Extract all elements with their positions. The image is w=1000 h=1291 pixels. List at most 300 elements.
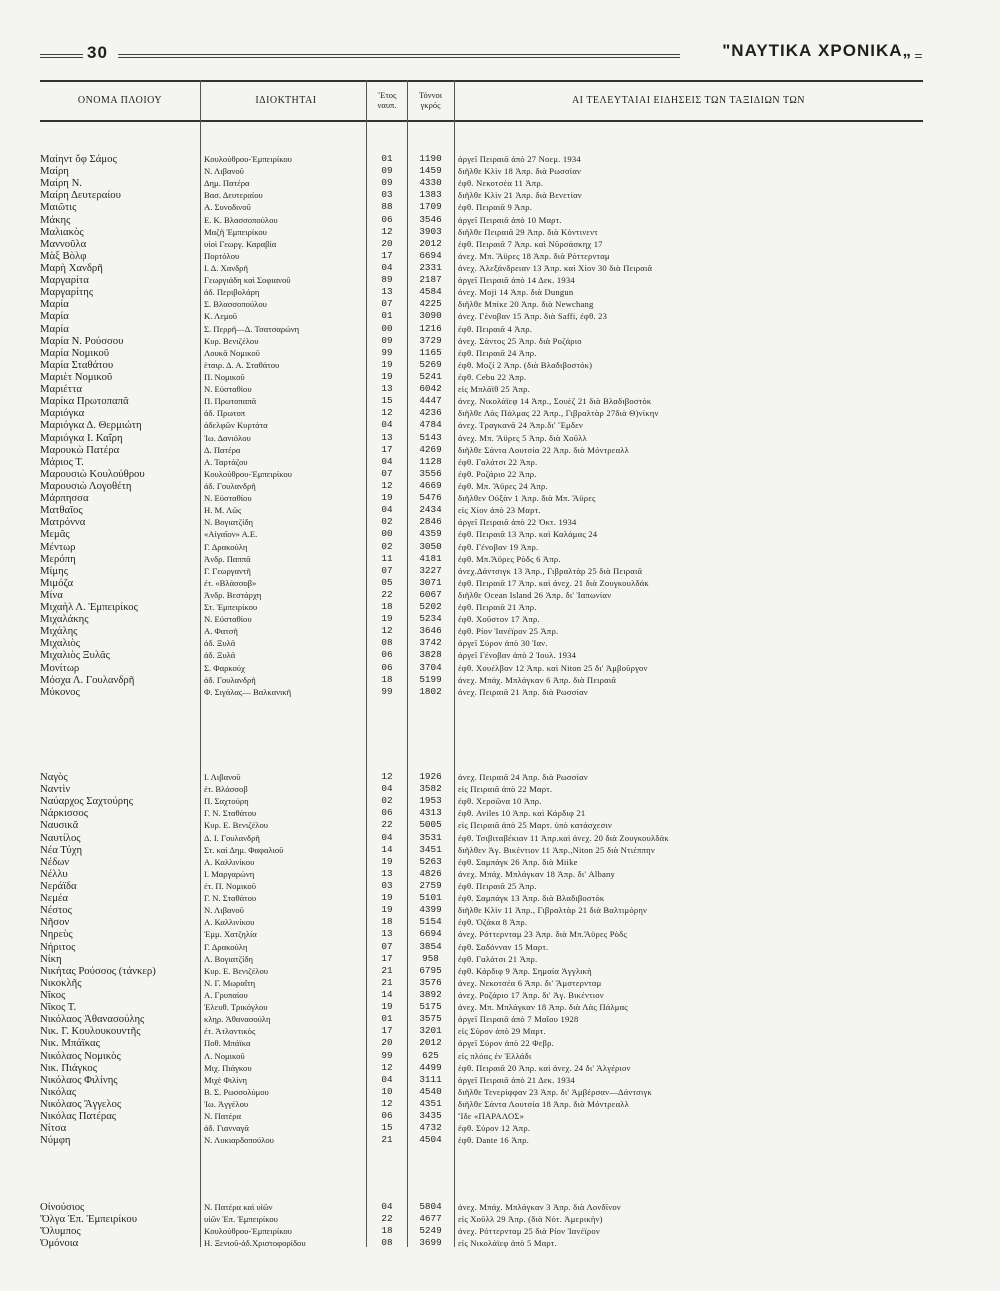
- ship-owner: Ι. Λιβανοῦ: [204, 772, 241, 782]
- voyage-news: ἀργεῖ Πειραιᾶ ἀπὸ 27 Νοεμ. 1934: [458, 154, 581, 164]
- ship-owner: Δημ. Πατέρα: [204, 178, 250, 189]
- ship-owner: Φ. Σιγάλας— Βαλκανικῆ: [204, 686, 292, 697]
- ship-owner: Λ. Νομικοῦ: [204, 1050, 245, 1061]
- gross-tons: 3546: [419, 213, 442, 225]
- gross-tons: 1459: [419, 165, 442, 177]
- ship-owner: Ν. Εὐσταθίου: [204, 384, 252, 395]
- ship-owner: Π. Πρωτοπαπᾶ: [204, 396, 257, 407]
- table-row: [0, 601, 1000, 613]
- build-year: 19: [381, 892, 393, 904]
- voyage-news: διῆλθε Κλὶν 11 Ἀπρ., Γιβραλτὰρ 21 διὰ Βαλτιμόρην: [458, 905, 648, 916]
- ship-owner: Ν. Εὐσταθίου: [204, 493, 252, 504]
- ship-owner: Μαζῆ Ἐμπειρίκου: [204, 226, 267, 237]
- gross-tons: 4313: [419, 807, 442, 819]
- table-row: [0, 565, 1000, 577]
- table-row: [0, 407, 1000, 419]
- ship-name: Μιχαλιὸς Ξυλᾶς: [40, 649, 110, 662]
- voyage-news: ἐφθ. Σύρον 12 Ἀπρ.: [458, 1123, 531, 1134]
- ship-name: Νέστος: [40, 904, 72, 917]
- ship-owner: Ποθ. Μπάϊκα: [204, 1038, 251, 1049]
- gross-tons: 4181: [419, 552, 442, 564]
- voyage-news: διῆλθε Σάντα Λουτσία 22 Ἀπρ. διὰ Μόντρεαλλ: [458, 444, 630, 455]
- ship-name: Νῖκος Τ.: [40, 1001, 77, 1014]
- voyage-news: ἀνεχ. Ρόττερνταμ 25 διὰ Ρίον Ἰανέϊρον: [458, 1226, 600, 1237]
- ship-name: Μαρία: [40, 310, 69, 323]
- build-year: 19: [381, 904, 393, 916]
- voyage-news: ἐφθ. Γαλάτσι 21 Ἀπρ.: [458, 953, 538, 964]
- ship-group-m: [0, 153, 1000, 698]
- gross-tons: 3111: [419, 1073, 442, 1085]
- voyage-news: ἐφθ. Νεκοτσέα 11 Ἀπρ.: [458, 178, 544, 189]
- ship-owner: Στ. καὶ Δημ. Φαφαλιοῦ: [204, 844, 284, 855]
- build-year: 18: [381, 673, 393, 685]
- ship-owner: Κουλούθρου-Ἐμπειρίκου: [204, 154, 292, 164]
- voyage-news: ἀνεχ. Πειραιᾶ 24 Ἀπρ. διὰ Ρωσσίαν: [458, 772, 588, 782]
- ship-owner: Γ. Ν. Σταθάτου: [204, 893, 257, 904]
- voyage-news: ἀνεχ. Σάντος 25 Ἀπρ. διὰ Ροζάριο: [458, 335, 582, 346]
- build-year: 04: [381, 1073, 393, 1085]
- header-owners: ΙΔΙΟΚΤΗΤΑΙ: [255, 94, 317, 106]
- build-year: 01: [381, 1013, 393, 1025]
- gross-tons: 3071: [419, 576, 442, 588]
- header-rule-right: [915, 54, 922, 55]
- ship-name: Μαριόγκα Ι. Καΐρη: [40, 431, 123, 444]
- build-year: 03: [381, 189, 393, 201]
- ship-owner: ἐτ. Ἀτλαντικὸς: [204, 1026, 256, 1037]
- build-year: 89: [381, 274, 393, 286]
- table-row: [0, 807, 1000, 819]
- table-row: [0, 989, 1000, 1001]
- gross-tons: 5269: [419, 358, 442, 370]
- gross-tons: 3699: [419, 1237, 442, 1249]
- gross-tons: 4269: [419, 443, 442, 455]
- table-row: [0, 1086, 1000, 1098]
- ship-owner: Σ. Φαρκούχ: [204, 662, 245, 673]
- gross-tons: 2434: [419, 504, 442, 516]
- ship-owner: υἱῶν Ἐπ. Ἐμπειρίκου: [204, 1214, 278, 1225]
- build-year: 22: [381, 819, 393, 831]
- gross-tons: 5143: [419, 431, 442, 443]
- table-row: [0, 468, 1000, 480]
- ship-name: Νικόλαος Ἄγγελος: [40, 1097, 122, 1110]
- build-year: 12: [381, 479, 393, 491]
- ship-owner: Γ. Γεωργαντῆ: [204, 565, 251, 576]
- ship-name: Μαρὴ Χανδρῆ: [40, 261, 103, 274]
- gross-tons: 1190: [419, 153, 442, 164]
- ship-name: Μαριόγκα Δ. Θερμιώτη: [40, 419, 142, 432]
- ship-name: Νεμέα: [40, 892, 69, 905]
- gross-tons: 958: [422, 952, 439, 964]
- gross-tons: 4225: [419, 298, 442, 310]
- gross-tons: 5476: [419, 492, 442, 504]
- ship-owner: Π. Νομικοῦ: [204, 371, 245, 382]
- ship-name: Μὰξ Βὸλφ: [40, 249, 87, 262]
- gross-tons: 5101: [419, 892, 442, 904]
- ship-name: Νήριτος: [40, 940, 76, 953]
- ship-owner: ἀδ. Γιανναγᾶ: [204, 1123, 249, 1134]
- build-year: 02: [381, 516, 393, 528]
- gross-tons: 4677: [419, 1213, 442, 1225]
- voyage-news: ἐφθ. Ὀζάκα 8 Ἀπρ.: [458, 917, 528, 928]
- build-year: 12: [381, 1061, 393, 1073]
- build-year: 06: [381, 1110, 393, 1122]
- table-row: [0, 177, 1000, 189]
- build-year: 19: [381, 492, 393, 504]
- gross-tons: 1383: [419, 189, 442, 201]
- build-year: 01: [381, 153, 393, 164]
- build-year: 21: [381, 1134, 393, 1146]
- ship-name: Οἰνούσιος: [40, 1201, 85, 1213]
- header-rule-left: [40, 54, 83, 55]
- table-row: [0, 480, 1000, 492]
- table-row: [0, 577, 1000, 589]
- ship-owner: ἀδ. Γουλανδρῆ: [204, 480, 256, 491]
- build-year: 05: [381, 576, 393, 588]
- gross-tons: 3090: [419, 310, 442, 322]
- build-year: 88: [381, 201, 393, 213]
- table-row: [0, 226, 1000, 238]
- ship-owner: Σ. Βλασσοπούλου: [204, 299, 267, 310]
- ship-name: Ὄλυμπος: [40, 1225, 81, 1238]
- ship-owner: Α. Γρυπαίου: [204, 989, 248, 1000]
- table-row: [0, 856, 1000, 868]
- ship-owner: Ν. Πατέρα καὶ υἱῶν: [204, 1202, 273, 1212]
- table-row: [0, 1213, 1000, 1225]
- gross-tons: 2846: [419, 516, 442, 528]
- voyage-news: ἐφθ. Γένοβαν 19 Ἀπρ.: [458, 541, 539, 552]
- voyage-news: διῆλθε Κλὶν 21 Ἀπρ. διὰ Βενετίαν: [458, 190, 582, 201]
- gross-tons: 625: [422, 1049, 439, 1061]
- gross-tons: 3050: [419, 540, 442, 552]
- table-row: [0, 904, 1000, 916]
- table-row: [0, 214, 1000, 226]
- ship-name: Νῖκος: [40, 988, 66, 1001]
- build-year: 04: [381, 455, 393, 467]
- ship-owner: Μιχ. Πιάγκου: [204, 1062, 252, 1073]
- table-row: [0, 335, 1000, 347]
- ship-name: Μαρουκὼ Πατέρα: [40, 443, 120, 456]
- gross-tons: 4499: [419, 1061, 442, 1073]
- ship-owner: ἀδ. Ξυλᾶ: [204, 638, 236, 649]
- ship-name: Μιχαὴλ Λ. Ἐμπειρίκος: [40, 601, 138, 614]
- table-row: [0, 444, 1000, 456]
- ship-name: Μαρία: [40, 322, 69, 335]
- table-row: [0, 649, 1000, 661]
- ship-owner: ἀδελφῶν Κυρτάτα: [204, 420, 268, 431]
- table-row: [0, 771, 1000, 783]
- voyage-news: ἐφθ. Μπ.Ἄϋρες Ρὸδς 6 Ἀπρ.: [458, 553, 561, 564]
- gross-tons: 4351: [419, 1097, 442, 1109]
- build-year: 12: [381, 771, 393, 782]
- build-year: 10: [381, 1085, 393, 1097]
- build-year: 19: [381, 358, 393, 370]
- voyage-news: εἰς Χίον ἀπὸ 23 Μαρτ.: [458, 505, 541, 516]
- table-row: [0, 1225, 1000, 1237]
- build-year: 18: [381, 1225, 393, 1237]
- ship-name: Μιμόζα: [40, 576, 74, 589]
- gross-tons: 5804: [419, 1201, 442, 1212]
- header-rule-middle-2: [118, 57, 680, 58]
- gross-tons: 3576: [419, 976, 442, 988]
- build-year: 17: [381, 443, 393, 455]
- build-year: 07: [381, 940, 393, 952]
- gross-tons: 2012: [419, 1037, 442, 1049]
- ship-name: Μάρπησσα: [40, 492, 89, 505]
- voyage-news: ἐφθ. Μπ. Ἄϋρες 24 Ἀπρ.: [458, 480, 548, 491]
- header-ship-name: ΟΝΟΜΑ ΠΛΟΙΟΥ: [77, 94, 163, 106]
- table-header: [40, 80, 923, 120]
- build-year: 15: [381, 1122, 393, 1134]
- table-row: [0, 868, 1000, 880]
- publication-title: "ΝΑΥΤΙΚΑ ΧΡΟΝΙΚΑ„: [722, 41, 912, 60]
- ship-owner: Α. Ταρτάζου: [204, 456, 248, 467]
- build-year: 18: [381, 601, 393, 613]
- voyage-news: διῆλθε Ocean Island 26 Ἀπρ. δι' Ἰαπωνίαν: [458, 589, 612, 600]
- table-row: [0, 553, 1000, 565]
- gross-tons: 3729: [419, 334, 442, 346]
- build-year: 17: [381, 952, 393, 964]
- build-year: 00: [381, 322, 393, 334]
- ship-owner: κληρ. Ἀθανασούλη: [204, 1014, 271, 1025]
- gross-tons: 5234: [419, 613, 442, 625]
- table-row: [0, 686, 1000, 698]
- gross-tons: 6067: [419, 588, 442, 600]
- ship-name: Νάρκισσος: [40, 807, 89, 820]
- ship-owner: ἀδ. Γουλανδρῆ: [204, 674, 256, 685]
- gross-tons: 4669: [419, 479, 442, 491]
- ship-name: Μαργαρίτης: [40, 286, 94, 299]
- gross-tons: 2331: [419, 261, 442, 273]
- table-row: [0, 1201, 1000, 1213]
- voyage-news: ἀνεχ. Γένοβαν 15 Ἀπρ. διὰ Saffi, ἐφθ. 23: [458, 311, 608, 322]
- voyage-news: ἐφθ. Ρίον Ἰανέϊρον 25 Ἀπρ.: [458, 626, 559, 637]
- ship-name: Μίνα: [40, 588, 63, 601]
- ship-name: Ναύαρχος Σαχτούρης: [40, 795, 133, 808]
- ship-owner: «Αἰγαῖον» Α.Ε.: [204, 529, 258, 540]
- ship-name: Μαννοῦλα: [40, 237, 87, 250]
- build-year: 06: [381, 661, 393, 673]
- build-year: 14: [381, 843, 393, 855]
- build-year: 14: [381, 988, 393, 1000]
- build-year: 12: [381, 225, 393, 237]
- ship-name: Μαριέττα: [40, 383, 82, 396]
- gross-tons: 5199: [419, 673, 442, 685]
- ship-name: Μύκονος: [40, 685, 80, 698]
- gross-tons: 1709: [419, 201, 442, 213]
- gross-tons: 4784: [419, 419, 442, 431]
- ship-name: Μαρία Νομικοῦ: [40, 346, 110, 359]
- build-year: 99: [381, 346, 393, 358]
- ship-name: Ναντὶν: [40, 783, 71, 796]
- ship-name: Ὁμόνοια: [40, 1237, 79, 1250]
- ship-name: Νηρεὺς: [40, 928, 73, 941]
- gross-tons: 5241: [419, 370, 442, 382]
- build-year: 11: [381, 552, 393, 564]
- build-year: 99: [381, 1049, 393, 1061]
- build-year: 03: [381, 879, 393, 891]
- voyage-news: ἀνεχ. Μπάχ. Μπλάγκαν 18 Ἀπρ. δι' Albany: [458, 868, 615, 879]
- ship-name: Νικοκλῆς: [40, 976, 82, 989]
- ship-owner: Ν. Πατέρα: [204, 1111, 242, 1122]
- voyage-news: ἐφθ. Χουέλβαν 12 Ἀπρ. καὶ Niton 25 δι' Ἀμβοῦργον: [458, 662, 648, 673]
- build-year: 09: [381, 165, 393, 177]
- voyage-news: ἐφθ. Κάρδιφ 9 Ἀπρ. Σημαία Ἀγγλικὴ: [458, 965, 592, 976]
- table-row: [0, 1237, 1000, 1249]
- gross-tons: 6694: [419, 928, 442, 940]
- voyage-news: διῆλθε Τενερίφφαν 23 Ἀπρ. δι' Ἀμβέρσαν—Δάντσιγκ: [458, 1086, 653, 1097]
- ship-owner: Κουλούθρου-Ἐμπειρίκου: [204, 1226, 292, 1237]
- build-year: 19: [381, 855, 393, 867]
- build-year: 08: [381, 1237, 393, 1249]
- voyage-news: ἐφθ. Σαμπάγκ 26 Ἀπρ. διὰ Miike: [458, 856, 578, 867]
- table-row: [0, 189, 1000, 201]
- voyage-news: ἀργεῖ Πειραιᾶ ἀπὸ 14 Δεκ. 1934: [458, 275, 575, 286]
- gross-tons: 3582: [419, 783, 442, 795]
- gross-tons: 4447: [419, 395, 442, 407]
- gross-tons: 3892: [419, 988, 442, 1000]
- build-year: 99: [381, 685, 393, 697]
- ship-owner: ἐτ. Βλάσσοβ: [204, 784, 248, 795]
- table-row: [0, 286, 1000, 298]
- build-year: 04: [381, 1201, 393, 1212]
- gross-tons: 4732: [419, 1122, 442, 1134]
- table-row: [0, 238, 1000, 250]
- table-row: [0, 201, 1000, 213]
- build-year: 09: [381, 177, 393, 189]
- table-row: [0, 1001, 1000, 1013]
- gross-tons: 4826: [419, 867, 442, 879]
- gross-tons: 2187: [419, 274, 442, 286]
- gross-tons: 1128: [419, 455, 442, 467]
- table-row: [0, 528, 1000, 540]
- gross-tons: 3646: [419, 625, 442, 637]
- ship-owner: ἐτ. «Βλάσσοβ»: [204, 577, 257, 588]
- ship-name: Μίμης: [40, 564, 68, 577]
- ship-name: Μόσχα Λ. Γουλανδρῆ: [40, 673, 135, 686]
- voyage-news: εἰς Νικολάϊεφ ἀπὸ 5 Μαρτ.: [458, 1238, 557, 1249]
- ship-name: Μαίρη Δευτεραίου: [40, 189, 121, 202]
- table-row: [0, 1074, 1000, 1086]
- gross-tons: 5249: [419, 1225, 442, 1237]
- header-rule-right-2: [915, 57, 922, 58]
- voyage-news: ἀργεῖ Πειραιᾶ ἀπὸ 22 Ὀκτ. 1934: [458, 517, 577, 528]
- table-row: [0, 637, 1000, 649]
- table-row: [0, 250, 1000, 262]
- gross-tons: 1953: [419, 795, 442, 807]
- ship-name: Νικήτας Ρούσσος (τάνκερ): [40, 964, 156, 977]
- ship-name: Νικόλαος Φιλίνης: [40, 1073, 118, 1086]
- ship-name: Μιχάλης: [40, 625, 78, 638]
- build-year: 22: [381, 1213, 393, 1225]
- voyage-news: ἀργεῖ Πειραιᾶ ἀπὸ 7 Μαΐου 1928: [458, 1014, 579, 1025]
- ship-owner: Κυρ. Βενιζέλου: [204, 335, 259, 346]
- ship-name: Μαρία Σταθάτου: [40, 358, 114, 371]
- ship-name: Μαριόγκα: [40, 407, 85, 420]
- gross-tons: 4584: [419, 286, 442, 298]
- ship-owner: Ν. Λυκιαρδοπούλου: [204, 1135, 274, 1146]
- ship-name: Νικόλας: [40, 1085, 77, 1098]
- ship-owner: Γ. Δρακούλη: [204, 941, 248, 952]
- build-year: 04: [381, 783, 393, 795]
- voyage-news: ἀνεχ. Μπάχ. Μπλάγκαν 6 Ἀπρ. διὰ Πειραιᾶ: [458, 674, 617, 685]
- voyage-news: ἐφθ. Cebu 22 Ἀπρ.: [458, 371, 527, 382]
- gross-tons: 3575: [419, 1013, 442, 1025]
- ship-name: Νέα Τύχη: [40, 843, 83, 856]
- gross-tons: 3742: [419, 637, 442, 649]
- ship-name: Μεμᾶς: [40, 528, 70, 541]
- table-row: [0, 1050, 1000, 1062]
- voyage-news: εἰς Σύρον ἀπὸ 29 Μαρτ.: [458, 1026, 546, 1037]
- voyage-news: ἐφθ. Γαλάτσι 22 Ἀπρ.: [458, 456, 538, 467]
- voyage-news: διῆλθεν Ἀγ. Βικέντιον 11 Ἀπρ.,Niton 25 διὰ Ντιέππην: [458, 844, 655, 855]
- ship-owner: Λουκᾶ Νομικοῦ: [204, 347, 260, 358]
- build-year: 02: [381, 540, 393, 552]
- ship-owner: Β. Σ. Ρωσσολύμου: [204, 1086, 269, 1097]
- table-row: [0, 892, 1000, 904]
- voyage-news: ἀργεῖ Σύρον ἀπὸ 30 Ἰαν.: [458, 638, 548, 649]
- ship-owner: Σ. Περρῆ—Δ. Τσατσαρώνη: [204, 323, 300, 334]
- table-row: [0, 359, 1000, 371]
- ship-owner: Βασ. Δευτεραίου: [204, 190, 263, 201]
- table-row: [0, 1013, 1000, 1025]
- page-number: 30: [87, 43, 108, 62]
- ship-owner: Ἐμμ. Χατζηλία: [204, 929, 257, 940]
- gross-tons: 3227: [419, 564, 442, 576]
- voyage-news: ἀργεῖ Σύρον ἀπὸ 22 Φεβρ.: [458, 1038, 554, 1049]
- ship-owner: Π. Σαχτούρη: [204, 796, 249, 807]
- ship-name: Μέντωρ: [40, 540, 76, 553]
- table-row: [0, 541, 1000, 553]
- ship-name: Μαριὲτ Νομικοῦ: [40, 370, 113, 383]
- build-year: 20: [381, 237, 393, 249]
- ship-group-o: [0, 1201, 1000, 1249]
- build-year: 18: [381, 916, 393, 928]
- ship-owner: Κυρ. Ε. Βενιζέλου: [204, 820, 269, 831]
- build-year: 06: [381, 213, 393, 225]
- table-row: [0, 819, 1000, 831]
- voyage-news: ἐφθ. Μοζί 2 Ἀπρ. (διὰ Βλαδιβοστόκ): [458, 359, 593, 370]
- table-row: [0, 1062, 1000, 1074]
- ship-name: Ὄλγα Ἐπ. Ἐμπειρίκου: [40, 1213, 137, 1226]
- ship-name: Μάκης: [40, 213, 71, 226]
- ship-owner: Η. Ξενιοῦ-ἀδ.Χριστοφορίδου: [204, 1238, 306, 1249]
- voyage-news: εἰς πλόας ἐν Ἑλλάδι: [458, 1050, 532, 1061]
- ship-owner: Α. Φατσῆ: [204, 626, 238, 637]
- table-row: [0, 625, 1000, 637]
- ship-name: Μαρουσιὼ Λογοθέτη: [40, 479, 132, 492]
- ship-owner: Η. Μ. Λῶς: [204, 505, 242, 516]
- voyage-news: ἐφθ. Πειραιᾶ 24 Ἀπρ.: [458, 347, 537, 358]
- ship-name: Μαίηντ ὄφ Σάμος: [40, 153, 117, 165]
- table-row: [0, 613, 1000, 625]
- build-year: 06: [381, 807, 393, 819]
- gross-tons: 3556: [419, 467, 442, 479]
- gross-tons: 2759: [419, 879, 442, 891]
- table-row: [0, 916, 1000, 928]
- voyage-news: εἰς Πειραιᾶ ἀπὸ 25 Μαρτ. ὑπὸ κατάσχεσιν: [458, 820, 613, 831]
- table-row: [0, 674, 1000, 686]
- gross-tons: 3531: [419, 831, 442, 843]
- voyage-news: ἐφθ. Πειραιᾶ 17 Ἀπρ. καὶ ἀνεχ. 21 διὰ Ζουγκουλδάκ: [458, 577, 649, 588]
- voyage-news: ἐφθ. Σαμπάγκ 13 Ἀπρ. διὰ Βλαδιβοστόκ: [458, 893, 605, 904]
- ship-owner: Ν. Εὐσταθίου: [204, 614, 252, 625]
- ship-name: Νικόλαος Νομικὸς: [40, 1049, 121, 1062]
- ship-owner: Ν. Βογιατζίδη: [204, 517, 254, 528]
- ship-name: Μαρίκα Πρωτοπαπᾶ: [40, 395, 129, 408]
- table-row: [0, 1134, 1000, 1146]
- gross-tons: 3451: [419, 843, 442, 855]
- voyage-news: ἀνεχ. Μπ. Ἄϋρες 5 Ἀπρ. διὰ Χοῦλλ: [458, 432, 587, 443]
